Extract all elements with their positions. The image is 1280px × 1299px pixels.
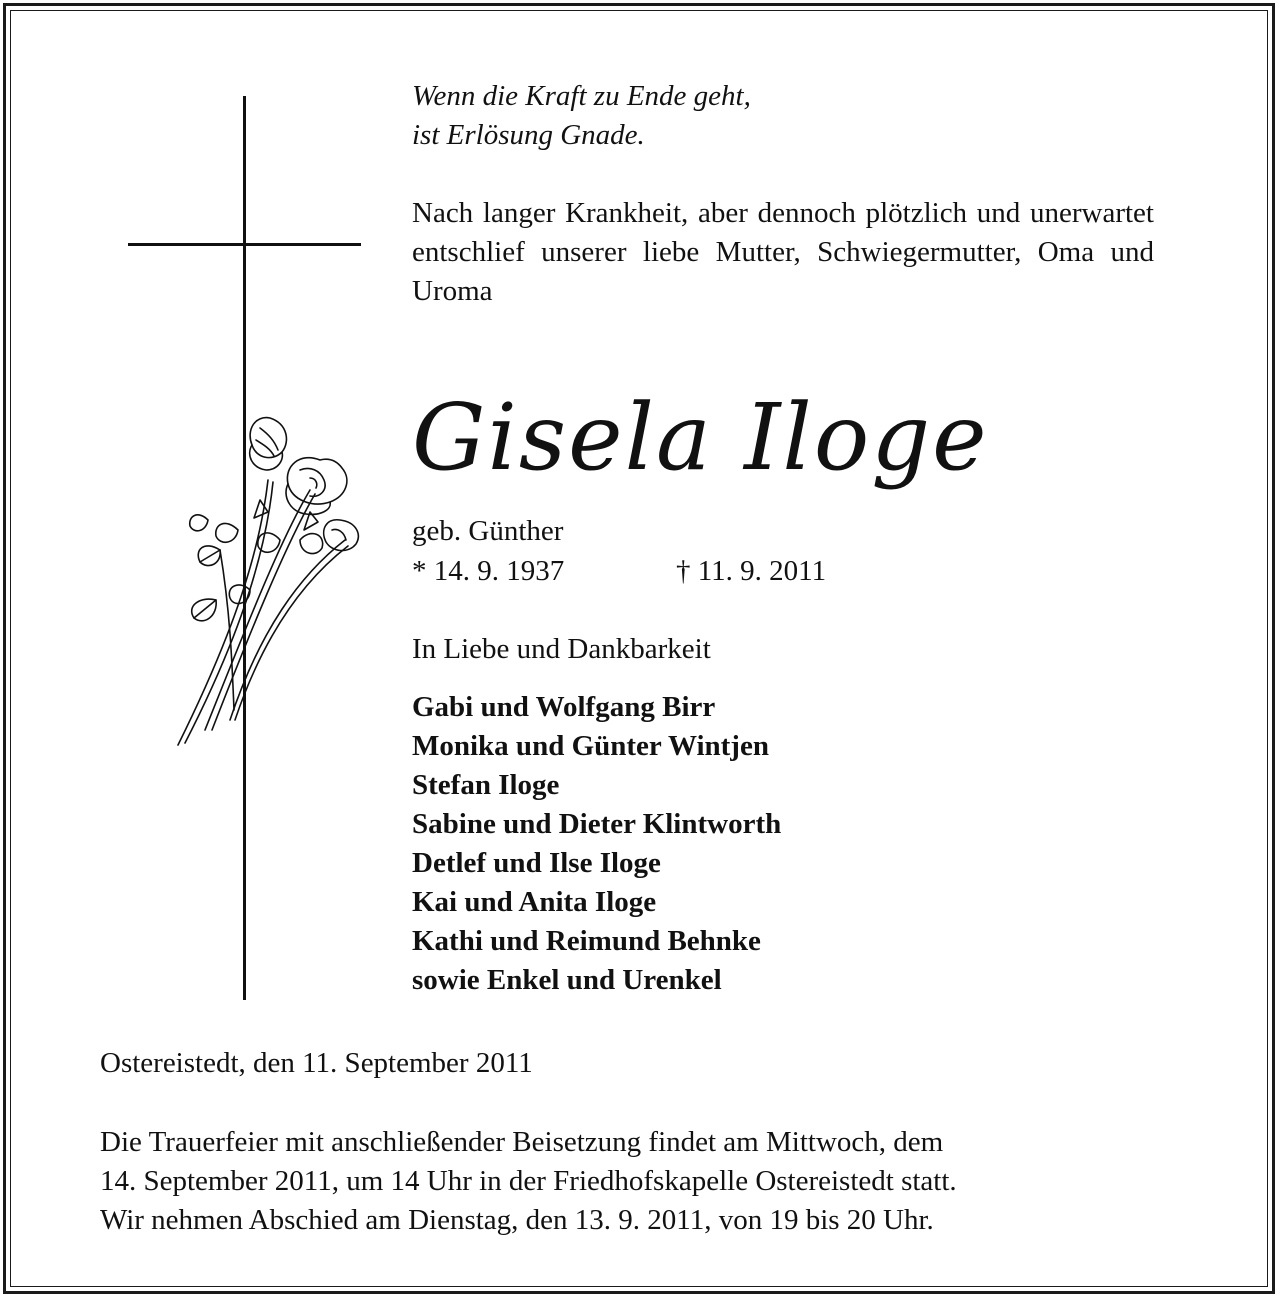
family-list (412, 688, 781, 1000)
deceased-name: Gisela Iloge (412, 384, 989, 491)
cross-horizontal-bar (128, 243, 361, 246)
dedication: In Liebe und Dankbarkeit (412, 633, 711, 665)
quote (412, 77, 751, 155)
birth-date: * 14. 9. 1937 (412, 555, 565, 587)
roses-icon (160, 400, 370, 760)
family-member: Kathi und Reimund Behnke (412, 925, 761, 957)
family-member: Monika und Günter Wintjen (412, 730, 769, 762)
service-line-2: 14. September 2011, um 14 Uhr in der Friedhofskapelle Ostereistedt statt. (100, 1165, 957, 1197)
family-member: Stefan Iloge (412, 769, 560, 801)
quote-line-2: ist Erlösung Gnade. (412, 119, 645, 151)
intro-line-2: unerwartet entschlief unserer liebe Mutter, (412, 197, 1154, 268)
intro-line-3: Schwiegermutter, Oma und Uroma (412, 236, 1155, 307)
family-member: Kai und Anita Iloge (412, 886, 657, 918)
family-member: Gabi und Wolfgang Birr (412, 691, 716, 723)
intro-paragraph (412, 194, 1154, 311)
family-member: Sabine und Dieter Klintworth (412, 808, 782, 840)
family-member: sowie Enkel und Urenkel (412, 964, 722, 996)
family-member: Detlef und Ilse Iloge (412, 847, 661, 879)
birth-name: geb. Günther (412, 515, 564, 547)
intro-line-1: Nach langer Krankheit, aber dennoch plötzlich und (412, 197, 1021, 229)
death-date: † 11. 9. 2011 (676, 555, 827, 587)
service-line-3: Wir nehmen Abschied am Dienstag, den 13. 9. 2011, von 19 bis 20 Uhr. (100, 1204, 934, 1236)
life-dates (412, 552, 827, 591)
service-info (100, 1123, 957, 1240)
place-date: Ostereistedt, den 11. September 2011 (100, 1047, 533, 1079)
service-line-1: Die Trauerfeier mit anschließender Beisetzung findet am Mittwoch, dem (100, 1126, 944, 1158)
quote-line-1: Wenn die Kraft zu Ende geht, (412, 80, 751, 112)
